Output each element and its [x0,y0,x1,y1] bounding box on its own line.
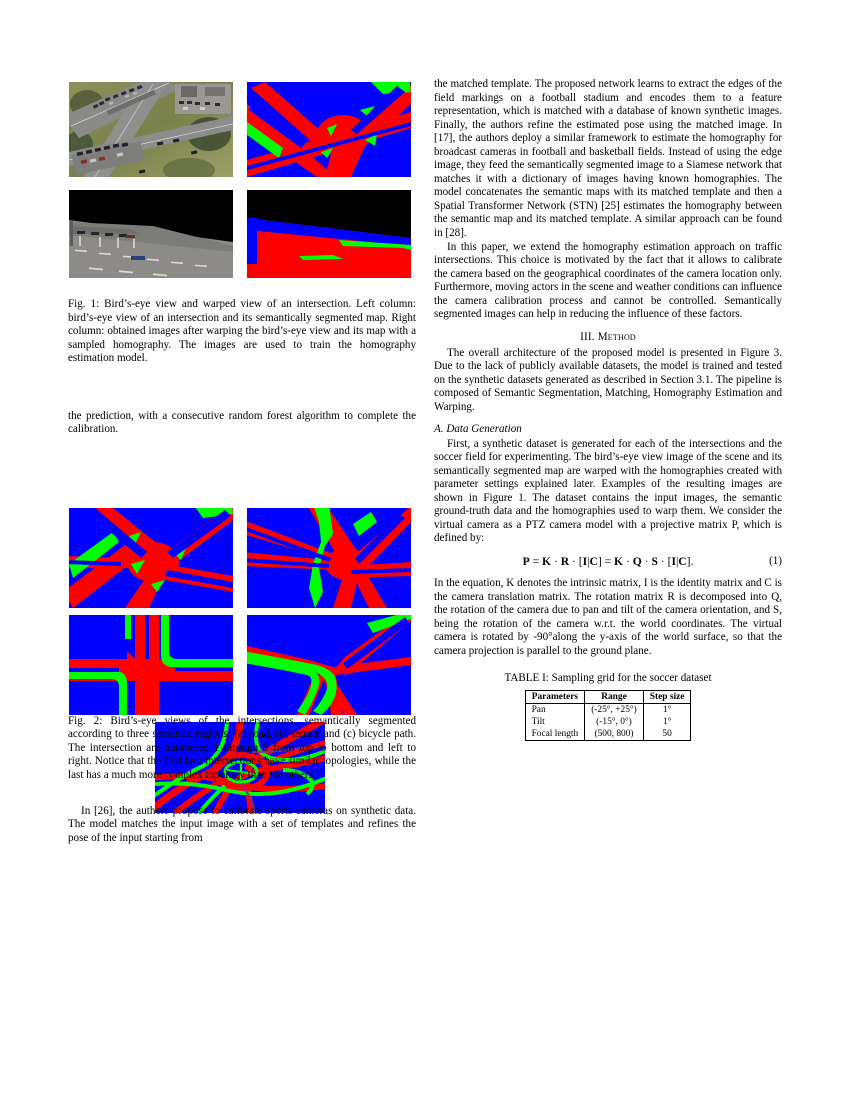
equation-1-body: P = K · R · [I|C] = K · Q · S · [I|C]. [522,554,694,568]
table-1-cell-step-pan: 1° [643,704,691,717]
paragraph-this-paper: In this paper, we extend the homography estimation approach on traffic intersections. This choice is motivated by the fact that it allows to calibrate the camera based on the geographical coordinates of the camera location only. Furthermore, moving actors in the scene and weather conditions can influence the camera calibration process and cannot be controlled. Semantically segmented images can help in reducing the influence of these factors. [434,240,782,321]
table-1-sampling-grid [525,690,692,741]
paragraph-ref26: In [26], the authors propose to calibrate sports cameras on synthetic data. The model matches the input image with a set of templates and refines the pose of the input starting from [68,804,416,844]
table-1-cell-parameter-tilt: Tilt [525,716,585,728]
table-1-cell-step-tilt: 1° [643,716,691,728]
subsection-heading-data-generation: A. Data Generation [434,422,522,435]
equation-1-number: (1) [769,554,782,567]
figure-1-spacer [68,78,416,298]
table-1-cell-step-focal-length: 50 [643,728,691,741]
table-1-header-range: Range [585,691,644,704]
table-1-caption: TABLE I: Sampling grid for the soccer dataset [504,672,712,685]
table-1-cell-parameter-pan: Pan [525,704,585,717]
section-heading-method [434,331,782,343]
figure-2-spacer [68,437,416,715]
table-1-cell-range-pan: (-25°, +25°) [585,704,644,717]
section-title: Method [597,330,636,343]
figure-1-caption: Fig. 1: Bird’s-eye view and warped view of an intersection. Left column: bird’s-eye view of an intersection and its semantically segmented map. Right column: obtained images after warping the bird’s-eye view and its map with a sampled homography. The images are used to train the homography estimation model. [68,298,416,365]
table-1-header-step-size: Step size [643,691,691,704]
table-1-header-row [525,691,691,704]
paragraph-prediction: the prediction, with a consecutive random forest algorithm to complete the calibration. [68,409,416,436]
table-row [525,728,691,741]
table-1-header-parameters: Parameters [525,691,585,704]
left-column [68,78,416,845]
table-1-cell-parameter-focal-length: Focal length [525,728,585,741]
section-number: III. [580,330,595,343]
table-row [525,704,691,717]
equation-1 [434,555,782,568]
right-column [434,78,782,741]
table-1-cell-range-tilt: (-15°, 0°) [585,716,644,728]
table-row [525,716,691,728]
table-1-cell-range-focal-length: (500, 800) [585,728,644,741]
gap-after-fig2-caption [68,783,416,805]
figure-2-caption: Fig. 2: Bird’s-eye views of the intersections, semantically segmented according to three semantic regions: (a) road, (b) terrain and (c) bicycle path. The intersection are numbered 1 through 5 from top to bottom and left to right. Notice that the first two intersections have similar topologies, while the last has a much more complex topology than the others. [68,714,416,782]
gap-after-fig1-caption [68,366,416,410]
paragraph-in-the-equation: In the equation, K denotes the intrinsic matrix, I is the identity matrix and C is the camera translation matrix. The rotation matrix R is decomposed into Q, the rotation of the camera due to pan and tilt of the camera orientation, and S, being the rotation of the camera w.r.t. the world coordinates. The virtual camera is rotated by -90°along the y-axis of the world surface, so that the camera projection is parallel to the ground plane. [434,576,782,657]
paragraph-first-synthetic: First, a synthetic dataset is generated for each of the intersections and the soccer field for experimenting. The bird’s-eye view image of the scene and its semantically segmented map are warped with the homographies created with parameter settings explained later. Examples of the resulting images are shown in Figure 1. The dataset contains the input images, the semantic ground-truth data and the homographies used to warp them. We consider the virtual camera as a PTZ camera model with a projective matrix P, which is defined by: [434,437,782,545]
paragraph-overall-architecture: The overall architecture of the proposed model is presented in Figure 3. Due to the lack of publicly available datasets, the model is trained and tested on the synthetic datasets generated as described in Section 3.1. The pipeline is composed of Semantic Segmentation, Matching, Homography Estimation and Warping. [434,346,782,414]
paragraph-matched-template: the matched template. The proposed network learns to extract the edges of the field markings on a football stadium and encodes them to a feature representation, which is matched with a database of known synthetic images. Finally, the authors refine the estimated pose using the matched image. In [17], the authors deploy a similar framework to estimate the homography for broadcast cameras in football and basketball fields. Instead of using the edge image, they feed the semantically segmented image to a Siamese network that matches it with a dictionary of images having known homographies. The model concatenates the semantic maps with its matched template and then a Spatial Transformer Network (STN) [25] estimates the homography between the semantic map and its matched template. A similar approach can be found in [28]. [434,78,782,240]
